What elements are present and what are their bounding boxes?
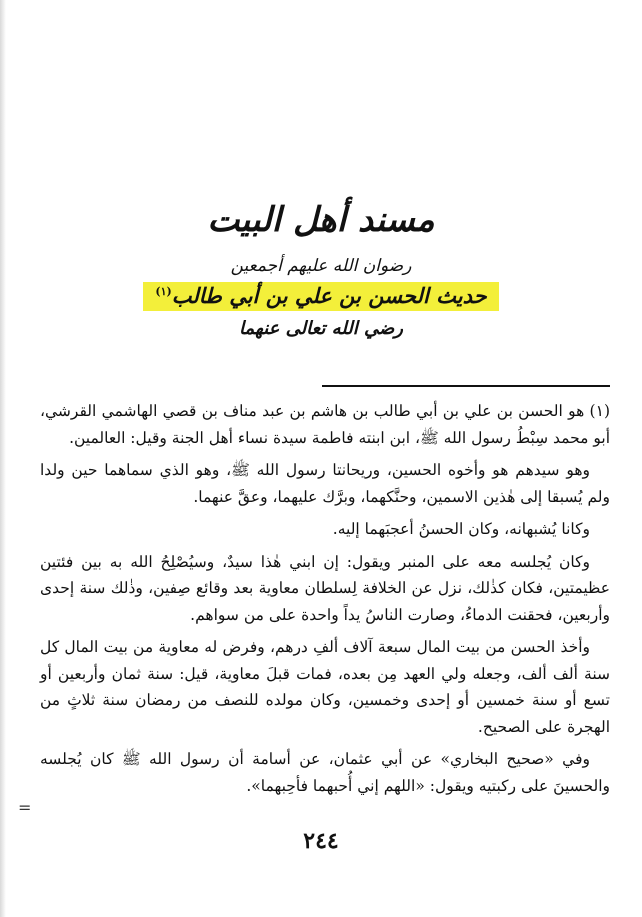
- hadith-heading-wrap: [0, 282, 642, 311]
- page-edge-shadow: [0, 0, 6, 917]
- hadith-heading-text: حديث الحسن بن علي بن أبي طالب: [171, 283, 487, 308]
- page-number: ٢٤٤: [303, 828, 339, 854]
- continuation-mark: =: [18, 798, 32, 817]
- footnote-reference: (١): [155, 285, 172, 298]
- blessing-line: رضوان الله عليهم أجمعين: [230, 256, 412, 276]
- radi-line: رضي الله تعالى عنهما: [239, 318, 403, 339]
- footnote-paragraph: (١) هو الحسن بن علي بن أبي طالب بن هاشم بن عبد مناف بن قصي الهاشمي القرشي، أبو محمد سِبْطُ رسول الله ﷺ، ابن ابنته فاطمة سيدة نساء أهل الجنة وقيل: العالمين.: [40, 402, 610, 447]
- hadith-heading-highlighted: [143, 282, 498, 311]
- footnote-paragraph: وهو سيدهم هو وأخوه الحسين، وريحانتا رسول الله ﷺ، وهو الذي سماهما حين ولدا ولم يُسبقا إلى هٰذين الاسمين، وحنَّكهما، وبرَّك عليهما، وعقَّ عنهما.: [40, 461, 610, 506]
- footnote-body: [40, 398, 610, 805]
- footnote-paragraph: وأخذ الحسن من بيت المال سبعة آلاف ألفِ درهم، وفرض له معاوية من بيت المال كل سنة ألف ألف، وجعله ولي العهد مِن بعده، فمات قبلَ معاوية، قيل: سنة ثمان وأربعين أو تسع أو سنة خمسين أو إحدى وخمسين، وكان مولده للنصف من رمضان سنة ثلاثٍ من الهجرة على الصحيح.: [40, 638, 610, 736]
- main-title: مسند أهل البيت: [207, 200, 435, 240]
- footnote-paragraph: وكان يُجلسه معه على المنبر ويقول: إن ابني هٰذا سيدٌ، وسيُصْلِحُ الله به بين فئتين عظيمتين، فكان كذٰلك، نزل عن الخلافة لِسلطان معاوية بعد وقائع صِفين، وذٰلك سنة إحدى وأربعين، فحقنت الدماءُ، وصارت الناسُ يداً واحدة على من سواهم.: [40, 552, 610, 624]
- footnote-paragraph: وكانا يُشبهانه، وكان الحسنُ أعجبَهما إليه.: [332, 520, 590, 538]
- footnote-paragraph: وفي «صحيح البخاري» عن أبي عثمان، عن أسامة أن رسول الله ﷺ كان يُجلسه والحسينَ على ركبتيه ويقول: «اللهم إني أُحبهما فأحِبهما».: [40, 750, 610, 795]
- footnote-separator-rule: [322, 385, 610, 387]
